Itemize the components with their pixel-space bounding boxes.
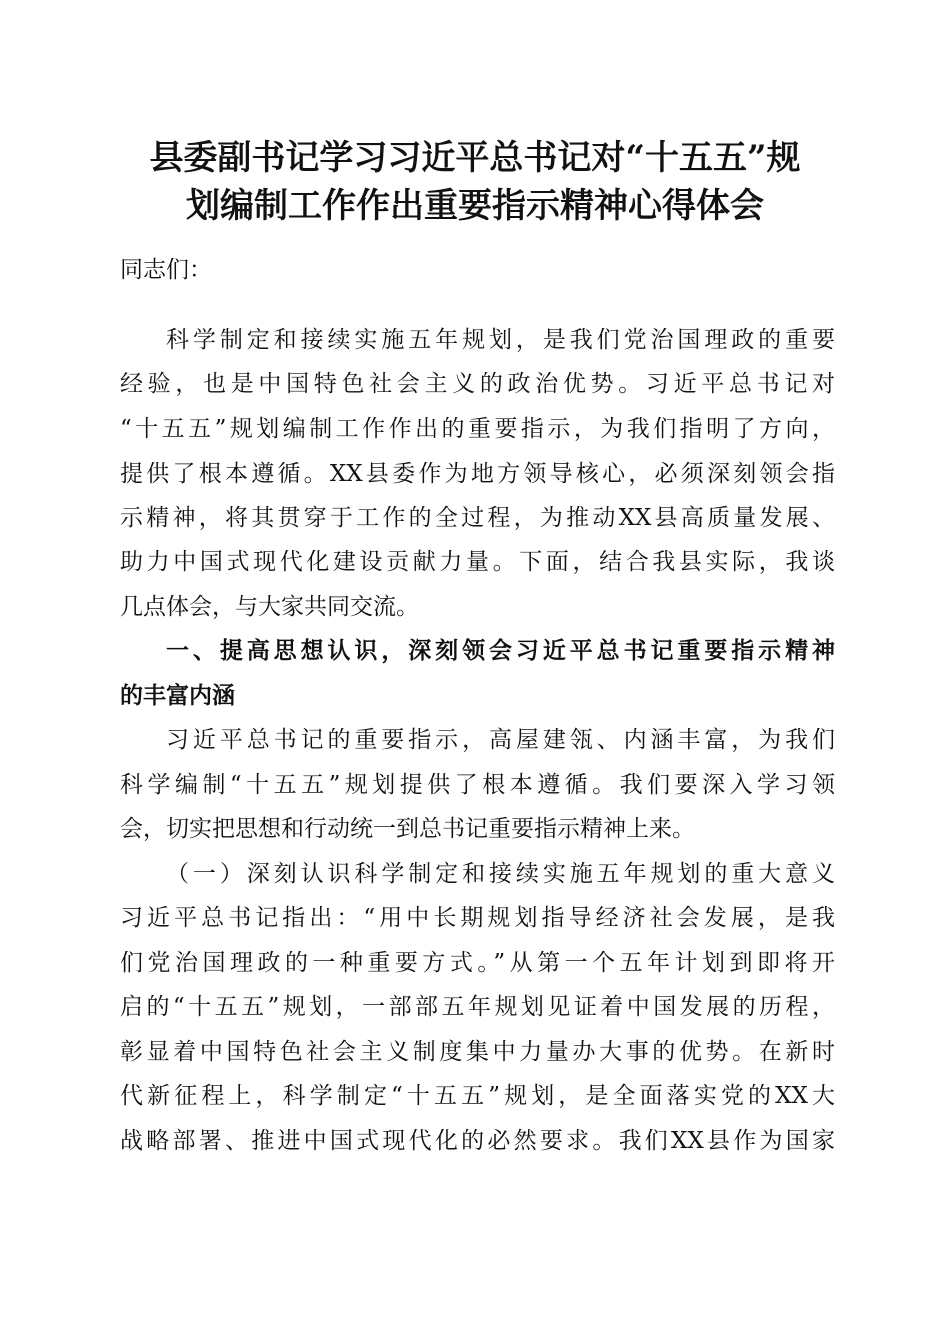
subsection-1-para-line-5: 代新征程上，科学制定“十五五”规划，是全面落实党的XX大 [120,1083,835,1109]
title-line-1: 县委副书记学习习近平总书记对“十五五”规 [149,138,801,178]
subsection-1-para-line-2: 们党治国理政的一种重要方式。”从第一个五年计划到即将开 [120,950,835,976]
intro-line-3: “十五五”规划编制工作作出的重要指示，为我们指明了方向， [120,416,835,442]
section-1-para-line-1: 习近平总书记的重要指示，高屋建瓴、内涵丰富，为我们 [166,727,835,753]
document-title [100,134,850,230]
subsection-1-heading: （一）深刻认识科学制定和接续实施五年规划的重大意义 [166,861,835,887]
intro-line-6: 助力中国式现代化建设贡献力量。下面，结合我县实际，我谈 [120,549,835,575]
intro-line-5: 示精神，将其贯穿于工作的全过程，为推动XX县高质量发展、 [120,505,835,531]
intro-line-2: 经验，也是中国特色社会主义的政治优势。习近平总书记对 [120,371,835,397]
section-1-heading-line-2: 的丰富内涵 [120,683,235,709]
title-line-2: 划编制工作作出重要指示精神心得体会 [186,186,764,226]
subsection-1-para-line-6: 战略部署、推进中国式现代化的必然要求。我们XX县作为国家 [120,1128,835,1154]
subsection-1-para-line-4: 彰显着中国特色社会主义制度集中力量办大事的优势。在新时 [120,1039,835,1065]
intro-line-1: 科学制定和接续实施五年规划，是我们党治国理政的重要 [166,327,835,353]
section-1-heading-line-1: 一、提高思想认识，深刻领会习近平总书记重要指示精神 [166,638,835,664]
intro-line-7: 几点体会，与大家共同交流。 [120,594,419,620]
section-1-para-line-3: 会，切实把思想和行动统一到总书记重要指示精神上来。 [120,816,695,842]
salutation: 同志们： [120,257,212,283]
intro-line-4: 提供了根本遵循。XX县委作为地方领导核心，必须深刻领会指 [120,461,835,487]
section-1-para-line-2: 科学编制“十五五”规划提供了根本遵循。我们要深入学习领 [120,772,835,798]
subsection-1-para-line-1: 习近平总书记指出：“用中长期规划指导经济社会发展，是我 [120,905,835,931]
subsection-1-para-line-3: 启的“十五五”规划，一部部五年规划见证着中国发展的历程， [120,994,835,1020]
